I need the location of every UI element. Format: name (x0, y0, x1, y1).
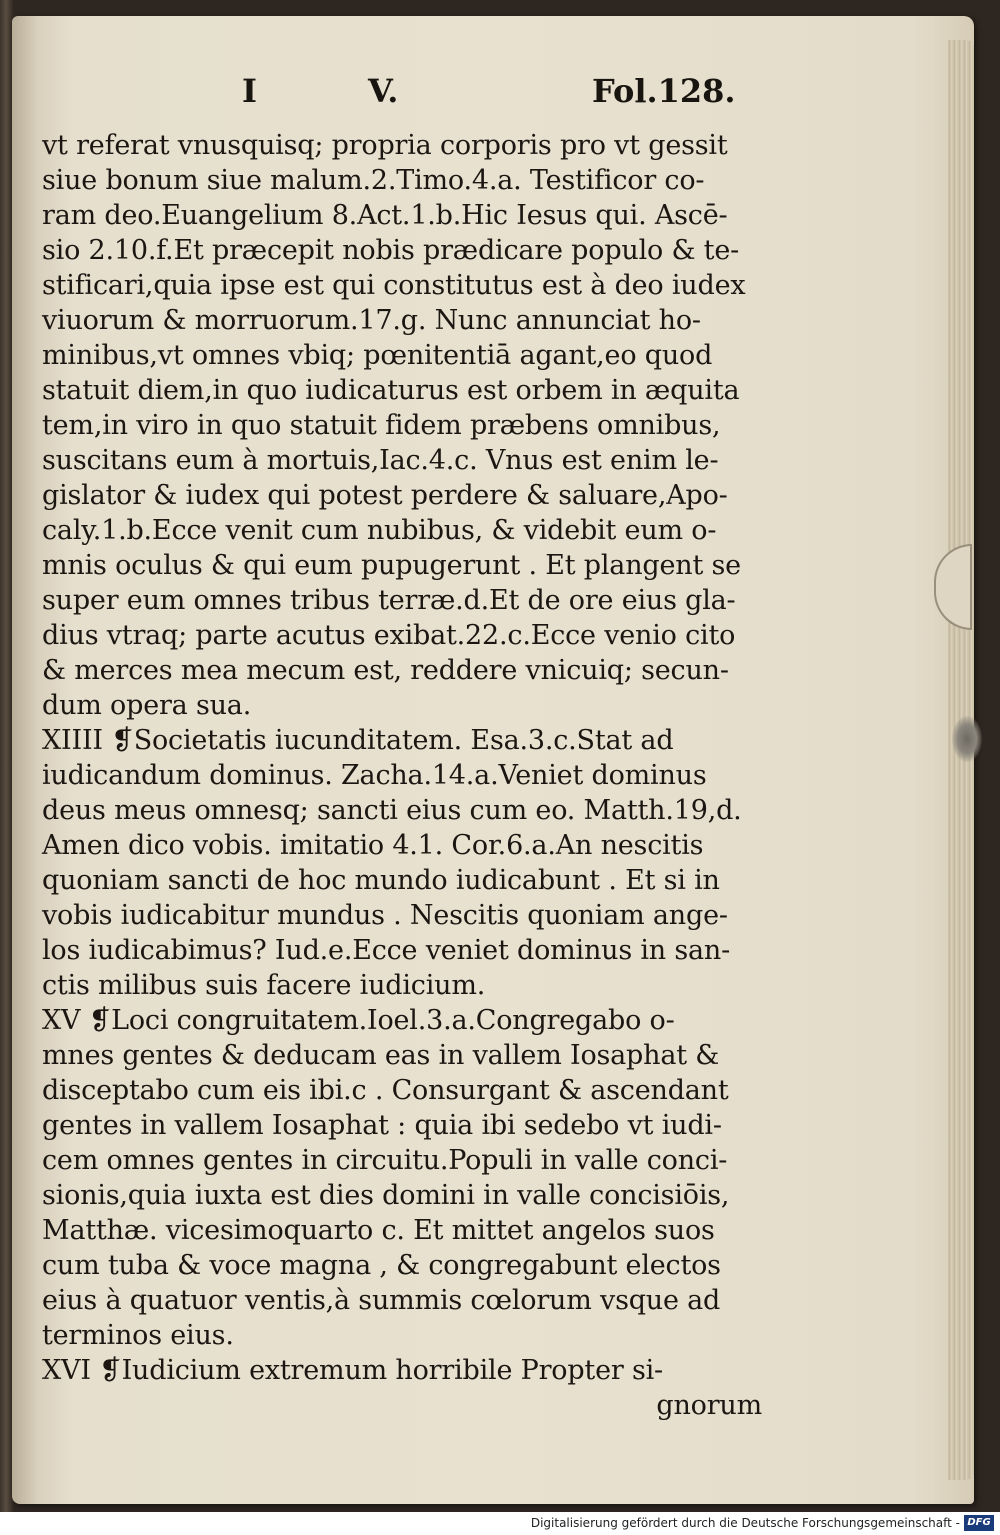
text-line: terminos eius. (42, 1320, 234, 1351)
text-line: caly.1.b.Ecce venit cum nubibus, & videbit eum o- (42, 515, 717, 546)
text-line: eius à quatuor ventis,à summis cœlorum vsque ad (42, 1285, 721, 1316)
header-left: I (242, 72, 257, 110)
text-line: gentes in vallem Iosaphat : quia ibi sedebo vt iudi- (42, 1110, 722, 1141)
text-line: dum opera sua. (42, 690, 252, 721)
text-line: dius vtraq; parte acutus exibat.22.c.Ecce venio cito (42, 620, 736, 651)
text-line: gislator & iudex qui potest perdere & saluare,Apo- (42, 480, 728, 511)
text-line: ram deo.Euangelium 8.Act.1.b.Hic Iesus qui. Ascē- (42, 200, 728, 231)
text-line: minibus,vt omnes vbiq; pœnitentiā agant,eo quod (42, 340, 713, 371)
text-line: mnis oculus & qui eum pupugerunt . Et plangent se (42, 550, 741, 581)
ink-stain (952, 716, 982, 762)
text-line: Amen dico vobis. imitatio 4.1. Cor.6.a.An nescitis (42, 830, 704, 861)
header-middle: V. (368, 72, 399, 110)
text-line: cem omnes gentes in circuitu.Populi in valle conci- (42, 1145, 728, 1176)
text-line: iudicandum dominus. Zacha.14.a.Veniet dominus (42, 760, 707, 791)
text-line: & merces mea mecum est, reddere vnicuiq; secun- (42, 655, 729, 686)
running-header (40, 72, 740, 112)
section-heading-xv: XV ❡Loci congruitatem.Ioel.3.a.Congregabo o- (42, 1005, 675, 1036)
footer-credit: Digitalisierung gefördert durch die Deutsche Forschungsgemeinschaft - (530, 1516, 960, 1530)
text-line: cum tuba & voce magna , & congregabunt electos (42, 1250, 721, 1281)
text-line: los iudicabimus? Iud.e.Ecce veniet dominus in san- (42, 935, 731, 966)
text-line: disceptabo cum eis ibi.c . Consurgant & ascendant (42, 1075, 729, 1106)
text-line: sio 2.10.f.Et præcepit nobis prædicare populo & te- (42, 235, 740, 266)
text-line: vobis iudicabitur mundus . Nescitis quoniam ange- (42, 900, 728, 931)
text-line: super eum omnes tribus terræ.d.Et de ore eius gla- (42, 585, 736, 616)
body-text (42, 128, 762, 1423)
text-line: sionis,quia iuxta est dies domini in valle concisiōis, (42, 1180, 730, 1211)
dfg-logo: DFG (964, 1515, 994, 1531)
text-line: mnes gentes & deducam eas in vallem Iosaphat & (42, 1040, 720, 1071)
text-line: vt referat vnusquisq; propria corporis pro vt gessit (42, 130, 728, 161)
text-line: Matthæ. vicesimoquarto c. Et mittet angelos suos (42, 1215, 715, 1246)
page-tab (934, 544, 972, 630)
text-line: deus meus omnesq; sancti eius cum eo. Matth.19,d. (42, 795, 742, 826)
text-line: siue bonum siue malum.2.Timo.4.a. Testificor co- (42, 165, 705, 196)
text-line: suscitans eum à mortuis,Iac.4.c. Vnus est enim le- (42, 445, 719, 476)
text-line: quoniam sancti de hoc mundo iudicabunt . Et si in (42, 865, 720, 896)
text-line: statuit diem,in quo iudicaturus est orbem in æquita (42, 375, 740, 406)
digitization-footer (0, 1512, 1000, 1535)
text-line: tem,in viro in quo statuit fidem præbens omnibus, (42, 410, 721, 441)
section-heading-xvi: XVI ❡Iudicium extremum horribile Propter si- (42, 1355, 663, 1386)
section-heading-xiiii: XIIII ❡Societatis iucunditatem. Esa.3.c.Stat ad (42, 725, 674, 756)
text-line: viuorum & morruorum.17.g. Nunc annunciat ho- (42, 305, 701, 336)
catchword: gnorum (656, 1390, 762, 1421)
folio-number: Fol.128. (592, 72, 736, 110)
text-line: stificari,quia ipse est qui constitutus est à deo iudex (42, 270, 746, 301)
text-line: ctis milibus suis facere iudicium. (42, 970, 486, 1001)
